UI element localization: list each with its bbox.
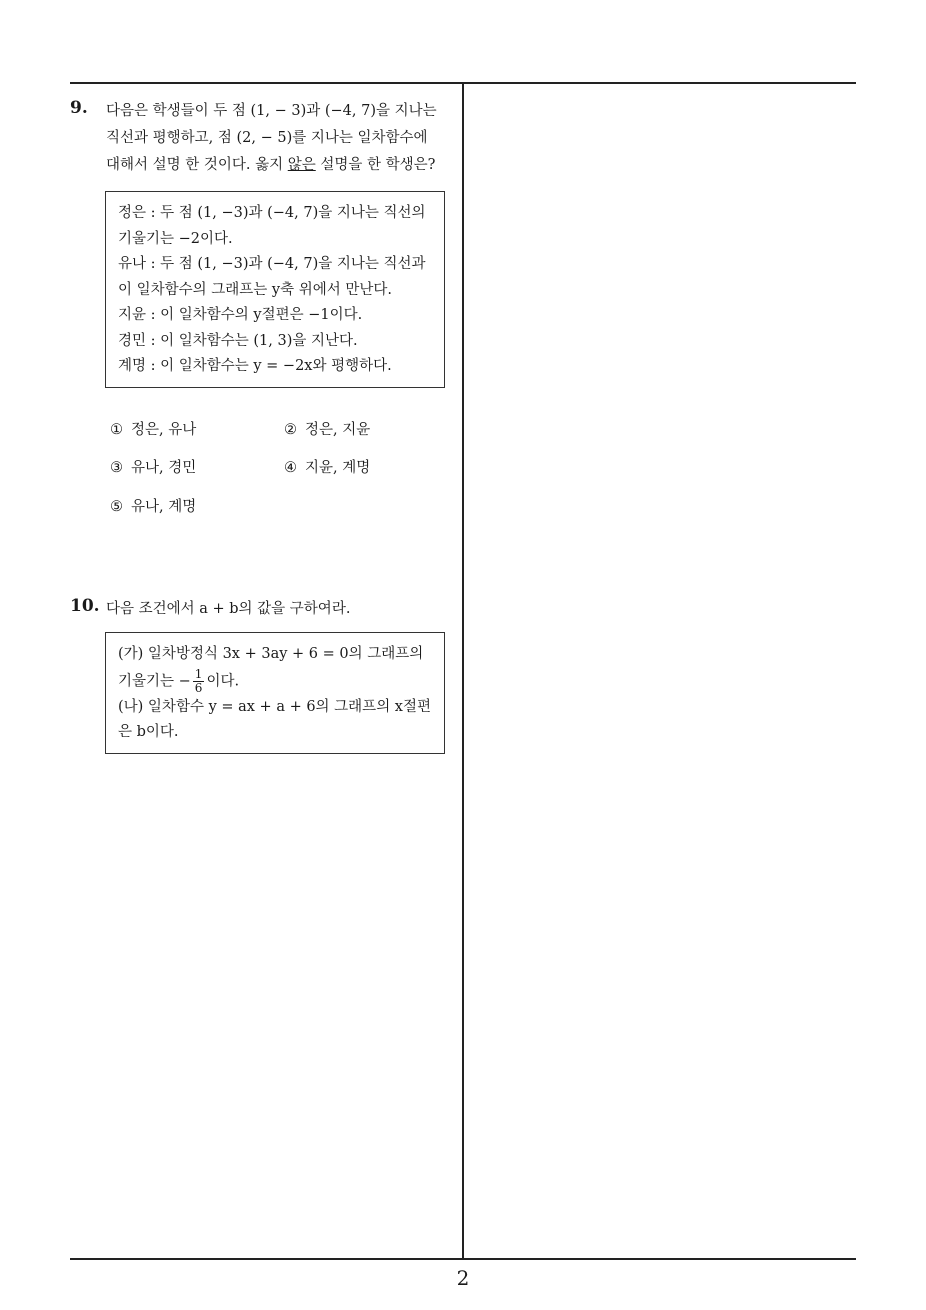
question-line-3-end: 설명을 한 학생은?	[315, 157, 436, 173]
choice-mark: ①	[110, 421, 123, 438]
question-line-2: 직선과 평행하고, 점 (2, − 5)를 지나는 일차함수에	[106, 130, 428, 146]
column-divider	[462, 82, 464, 1259]
choice-mark: ②	[284, 421, 297, 438]
statement-line: 계명 : 이 일차함수는 y = −2x와 평행하다.	[118, 358, 392, 374]
question-line-1: 다음은 학생들이 두 점 (1, − 3)과 (−4, 7)을 지나는	[106, 103, 437, 119]
statement-box	[105, 191, 445, 388]
question-9	[70, 98, 456, 538]
choice-label: 정은, 지윤	[305, 421, 371, 438]
condition-line-1: (가) 일차방정식 3x + 3ay + 6 = 0의 그래프의	[118, 646, 424, 662]
condition-line-2	[118, 668, 435, 695]
choice-label: 유나, 경민	[131, 459, 197, 476]
question-text	[106, 596, 456, 623]
bottom-rule	[70, 1258, 856, 1260]
condition-line-3: (나) 일차함수 y = ax + a + 6의 그래프의 x절편	[118, 698, 431, 715]
statement-line: 경민 : 이 일차함수는 (1, 3)을 지난다.	[118, 332, 358, 349]
choice-label: 정은, 유나	[131, 421, 197, 438]
question-line-3-start: 대해서 설명 한 것이다. 옳지	[106, 157, 288, 173]
question-10	[70, 596, 456, 754]
choice-2[interactable]	[284, 418, 370, 439]
question-number: 9.	[70, 98, 88, 118]
choice-mark: ⑤	[110, 498, 123, 515]
condition-line-4: 은 b이다.	[118, 724, 179, 740]
condition-line-2-end: 이다.	[206, 673, 240, 689]
choice-label: 지윤, 계명	[305, 459, 371, 476]
choice-4[interactable]	[284, 456, 370, 477]
statement-line: 지윤 : 이 일차함수의 y절편은 −1이다.	[118, 307, 363, 323]
question-line-1: 다음 조건에서 a + b의 값을 구하여라.	[106, 601, 351, 617]
choice-mark: ④	[284, 459, 297, 476]
underlined-word: 않은	[287, 157, 316, 173]
choice-3[interactable]	[110, 456, 196, 477]
choice-1[interactable]	[110, 418, 196, 439]
fraction-denominator: 6	[194, 680, 203, 695]
condition-line-2-start: 기울기는 −	[118, 673, 191, 689]
statement-line: 이 일차함수의 그래프는 y축 위에서 만난다.	[118, 281, 392, 298]
fraction	[193, 668, 205, 695]
statement-line: 기울기는 −2이다.	[118, 230, 233, 247]
question-text	[106, 98, 456, 179]
question-line-3	[106, 152, 456, 179]
statement-line: 정은 : 두 점 (1, −3)과 (−4, 7)을 지나는 직선의	[118, 205, 426, 221]
choice-mark: ③	[110, 459, 123, 476]
question-number: 10.	[70, 596, 100, 616]
choice-5[interactable]	[110, 495, 196, 516]
fraction-numerator: 1	[194, 666, 203, 681]
answer-choices	[110, 418, 440, 538]
condition-box	[105, 632, 445, 754]
page-number: 2	[456, 1266, 470, 1290]
choice-label: 유나, 계명	[131, 498, 197, 515]
statement-line: 유나 : 두 점 (1, −3)과 (−4, 7)을 지나는 직선과	[118, 256, 426, 272]
